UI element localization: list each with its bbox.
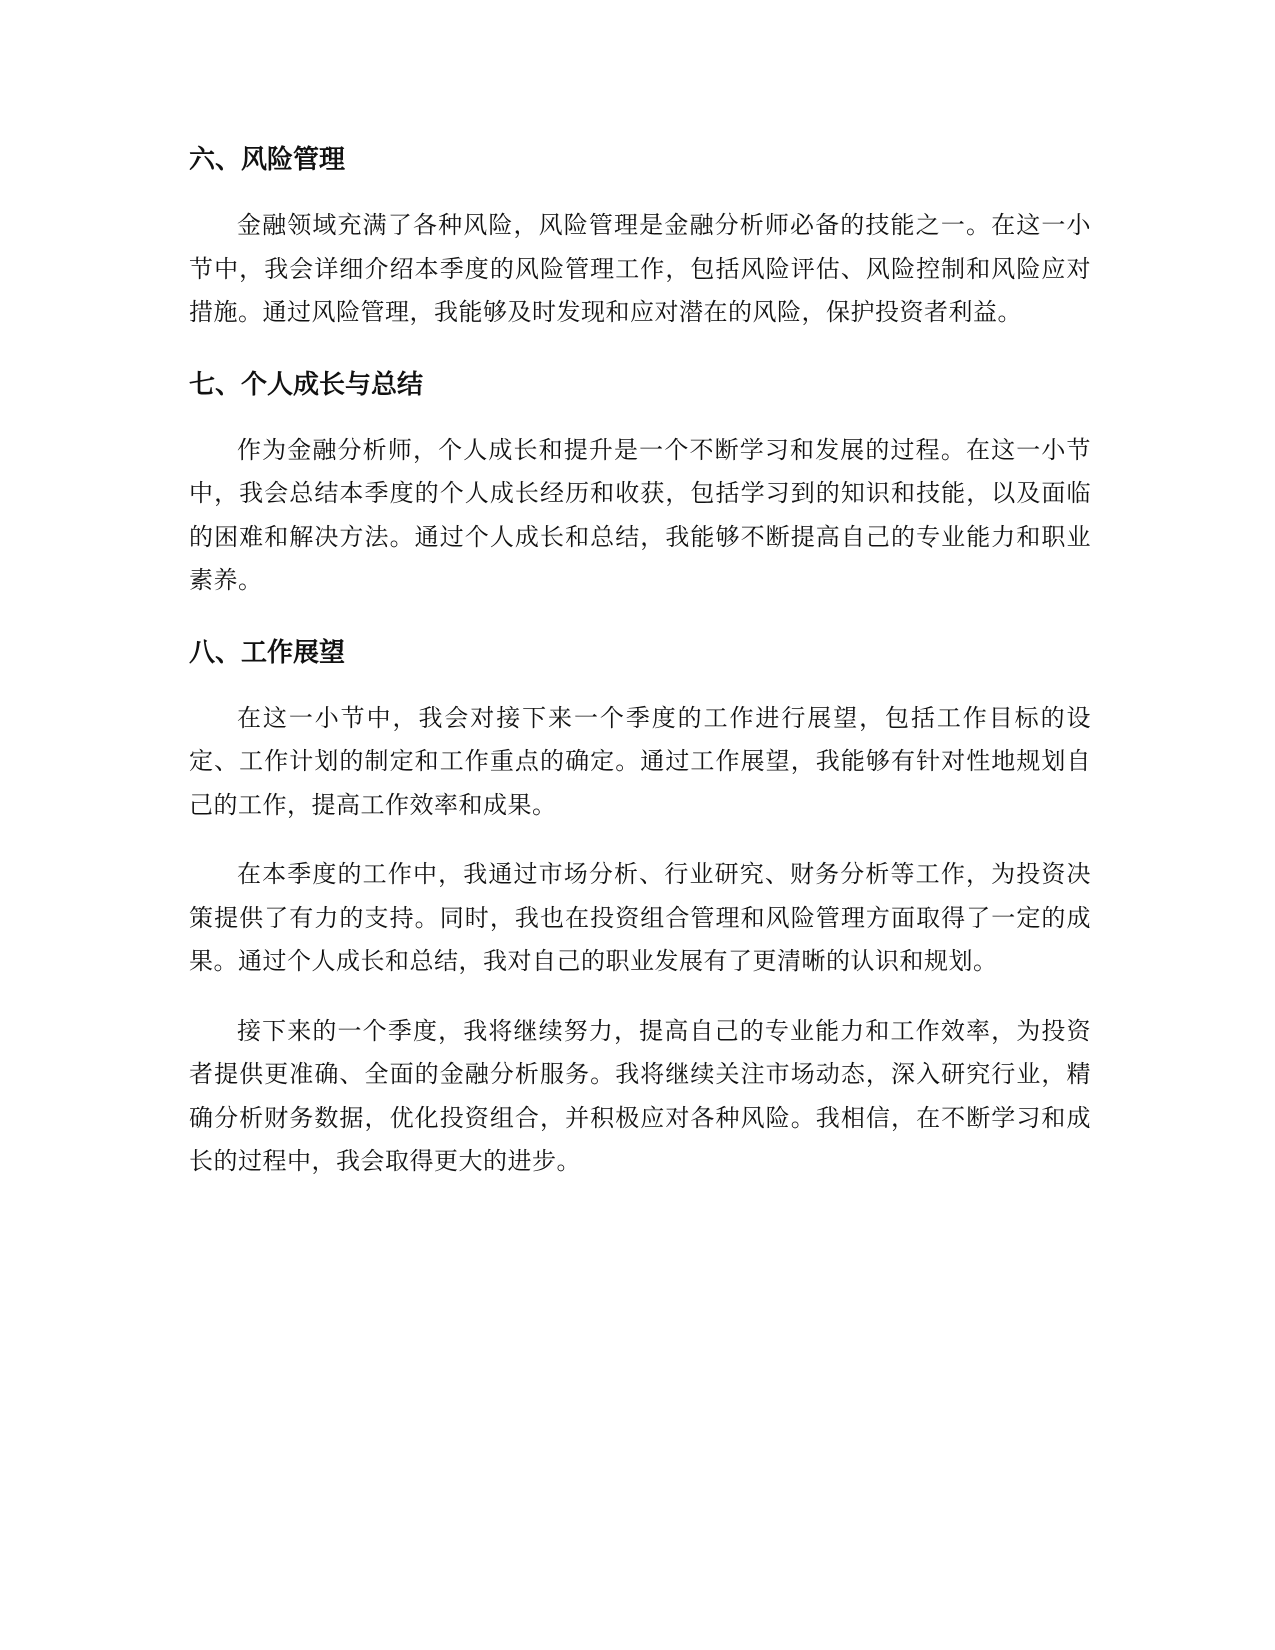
section-risk-management [189,136,1091,335]
section-paragraph: 作为金融分析师，个人成长和提升是一个不断学习和发展的过程。在这一小节中，我会总结本季度的个人成长经历和收获，包括学习到的知识和技能，以及面临的困难和解决方法。通过个人成长和总结，我能够不断提高自己的专业能力和职业素养。 [189,435,1091,594]
section-heading: 六、风险管理 [189,145,346,175]
section-heading: 八、工作展望 [189,637,346,668]
section-paragraph: 接下来的一个季度，我将继续努力，提高自己的专业能力和工作效率，为投资者提供更准确、全面的金融分析服务。我将继续关注市场动态，深入研究行业，精确分析财务数据，优化投资组合，并积极应对各种风险。我相信，在不断学习和成长的过程中，我会取得更大的进步。 [189,1016,1091,1175]
section-paragraph: 金融领域充满了各种风险，风险管理是金融分析师必备的技能之一。在这一小节中，我会详细介绍本季度的风险管理工作，包括风险评估、风险控制和风险应对措施。通过风险管理，我能够及时发现和应对潜在的风险，保护投资者利益。 [189,211,1091,326]
section-personal-growth-summary [189,361,1091,603]
document-content [189,136,1091,1210]
section-paragraph: 在这一小节中，我会对接下来一个季度的工作进行展望，包括工作目标的设定、工作计划的制定和工作重点的确定。通过工作展望，我能够有针对性地规划自己的工作，提高工作效率和成果。 [189,703,1091,819]
section-work-outlook [189,629,1091,1184]
section-paragraph: 在本季度的工作中，我通过市场分析、行业研究、财务分析等工作，为投资决策提供了有力的支持。同时，我也在投资组合管理和风险管理方面取得了一定的成果。通过个人成长和总结，我对自己的职业发展有了更清晰的认识和规划。 [189,860,1091,975]
section-heading: 七、个人成长与总结 [189,369,424,400]
